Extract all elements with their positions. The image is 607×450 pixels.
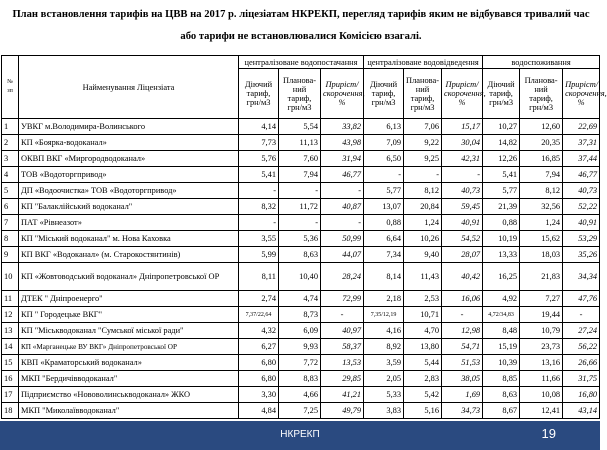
planned-supply-cell: 8,83 xyxy=(279,371,321,387)
current-consumption-cell: 0,88 xyxy=(483,215,520,231)
planned-consumption-cell: 32,56 xyxy=(520,199,563,215)
change-consumption-cell: 37,31 xyxy=(563,135,600,151)
change-drainage-cell: - xyxy=(442,167,483,183)
row-number: 13 xyxy=(2,323,19,339)
footer-bar xyxy=(0,421,600,450)
current-drainage-cell: 3,83 xyxy=(364,403,404,419)
row-number: 2 xyxy=(2,135,19,151)
row-number: 12 xyxy=(2,307,19,323)
change-supply-cell: 44,07 xyxy=(321,247,364,263)
current-drainage-cell: 7,34 xyxy=(364,247,404,263)
current-consumption-cell: 8,67 xyxy=(483,403,520,419)
change-consumption-cell: 40,73 xyxy=(563,183,600,199)
current-consumption-cell: 15,19 xyxy=(483,339,520,355)
row-number: 6 xyxy=(2,199,19,215)
change-drainage-cell: 40,42 xyxy=(442,263,483,291)
tariff-table xyxy=(1,55,607,419)
licensee-name: ТОВ «Водоторгпривод» xyxy=(19,167,239,183)
change-drainage-cell: 15,17 xyxy=(442,119,483,135)
planned-drainage-cell: 2,83 xyxy=(404,371,442,387)
current-supply-cell: - xyxy=(239,183,279,199)
table-row xyxy=(2,263,600,291)
planned-drainage-cell: 10,26 xyxy=(404,231,442,247)
change-drainage-cell: 42,31 xyxy=(442,151,483,167)
licensee-name: МКП "Бердичівводоканал" xyxy=(19,371,239,387)
licensee-name: КВП «Краматорський водоканал» xyxy=(19,355,239,371)
current-consumption-cell: 4,92 xyxy=(483,291,520,307)
current-supply-cell: 7,73 xyxy=(239,135,279,151)
licensee-name: КП ВКГ «Водоканал» (м. Старокостянтинів) xyxy=(19,247,239,263)
table-row xyxy=(2,119,600,135)
current-supply-cell: 3,30 xyxy=(239,387,279,403)
row-number: 4 xyxy=(2,167,19,183)
row-number: 16 xyxy=(2,371,19,387)
planned-supply-cell: - xyxy=(279,183,321,199)
change-supply-cell: - xyxy=(321,215,364,231)
current-consumption-cell: 16,25 xyxy=(483,263,520,291)
header-name: Найменування Ліцензіата xyxy=(19,56,239,119)
current-supply-cell: 6,27 xyxy=(239,339,279,355)
change-consumption-cell: 26,66 xyxy=(563,355,600,371)
change-drainage-cell: 28,07 xyxy=(442,247,483,263)
planned-drainage-cell: 8,12 xyxy=(404,183,442,199)
planned-consumption-cell: 1,24 xyxy=(520,215,563,231)
change-drainage-cell: 34,73 xyxy=(442,403,483,419)
current-drainage-cell: 5,33 xyxy=(364,387,404,403)
title-line-1: План встановлення тарифів на ЦВВ на 2017 р. ліцезіатам НКРЕКП, перегляд тарифів яким не відбувався тривалий час xyxy=(12,9,590,20)
change-consumption-cell: 46,77 xyxy=(563,167,600,183)
planned-consumption-cell: 12,60 xyxy=(520,119,563,135)
planned-supply-cell: 7,25 xyxy=(279,403,321,419)
licensee-name: ДТЕК " Дніпроенерго" xyxy=(19,291,239,307)
change-consumption-cell: 34,34 xyxy=(563,263,600,291)
change-consumption-cell: 52,22 xyxy=(563,199,600,215)
change-supply-cell: 43,98 xyxy=(321,135,364,151)
change-consumption-cell: 56,22 xyxy=(563,339,600,355)
planned-supply-cell: 6,09 xyxy=(279,323,321,339)
planned-supply-cell: 7,72 xyxy=(279,355,321,371)
planned-consumption-cell: 12,41 xyxy=(520,403,563,419)
table-row xyxy=(2,355,600,371)
current-supply-cell: 4,84 xyxy=(239,403,279,419)
current-consumption-cell: 10,39 xyxy=(483,355,520,371)
planned-consumption-cell: 18,03 xyxy=(520,247,563,263)
current-drainage-cell: 0,88 xyxy=(364,215,404,231)
change-consumption-cell: 37,44 xyxy=(563,151,600,167)
current-drainage-cell: 4,16 xyxy=(364,323,404,339)
current-supply-cell: 3,55 xyxy=(239,231,279,247)
planned-consumption-cell: 7,27 xyxy=(520,291,563,307)
change-drainage-cell: 1,69 xyxy=(442,387,483,403)
header-planned-tariff: Планова-ний тариф, грн/м3 xyxy=(404,69,442,119)
change-drainage-cell: 59,45 xyxy=(442,199,483,215)
current-consumption-cell: 10,27 xyxy=(483,119,520,135)
header-change: Приріст/ скорочення, % xyxy=(321,69,364,119)
current-supply-cell: 8,11 xyxy=(239,263,279,291)
change-drainage-cell: 54,71 xyxy=(442,339,483,355)
planned-drainage-cell: 5,44 xyxy=(404,355,442,371)
change-drainage-cell: 40,73 xyxy=(442,183,483,199)
current-drainage-cell: 6,64 xyxy=(364,231,404,247)
change-supply-cell: 72,99 xyxy=(321,291,364,307)
header-current-tariff: Діючий тариф, грн/м3 xyxy=(483,69,520,119)
change-consumption-cell: 31,75 xyxy=(563,371,600,387)
header-planned-tariff: Планова-ний тариф, грн/м3 xyxy=(279,69,321,119)
planned-supply-cell: 11,72 xyxy=(279,199,321,215)
change-consumption-cell: 53,29 xyxy=(563,231,600,247)
licensee-name: КП «Боярка-водоканал» xyxy=(19,135,239,151)
current-consumption-cell: 5,41 xyxy=(483,167,520,183)
change-drainage-cell: - xyxy=(442,307,483,323)
change-drainage-cell: 38,05 xyxy=(442,371,483,387)
current-drainage-cell: 6,50 xyxy=(364,151,404,167)
current-supply-cell: 6,80 xyxy=(239,355,279,371)
current-consumption-cell: 8,63 xyxy=(483,387,520,403)
change-drainage-cell: 12,98 xyxy=(442,323,483,339)
current-consumption-cell: 4,72/34,83 xyxy=(483,307,520,323)
planned-supply-cell: 4,74 xyxy=(279,291,321,307)
planned-supply-cell: 5,54 xyxy=(279,119,321,135)
header-change: Приріст/ скорочення, % xyxy=(563,69,600,119)
planned-consumption-cell: 7,94 xyxy=(520,167,563,183)
licensee-name: ПАТ «Рівнеазот» xyxy=(19,215,239,231)
row-number: 7 xyxy=(2,215,19,231)
planned-supply-cell: 8,63 xyxy=(279,247,321,263)
planned-consumption-cell: 11,66 xyxy=(520,371,563,387)
current-consumption-cell: 13,33 xyxy=(483,247,520,263)
current-supply-cell: - xyxy=(239,215,279,231)
change-supply-cell: 46,77 xyxy=(321,167,364,183)
planned-drainage-cell: 5,16 xyxy=(404,403,442,419)
current-drainage-cell: 2,05 xyxy=(364,371,404,387)
planned-consumption-cell: 20,35 xyxy=(520,135,563,151)
planned-supply-cell: 5,36 xyxy=(279,231,321,247)
licensee-name: КП "Балаклійський водоканал" xyxy=(19,199,239,215)
current-supply-cell: 8,32 xyxy=(239,199,279,215)
change-supply-cell: 33,82 xyxy=(321,119,364,135)
planned-drainage-cell: 5,42 xyxy=(404,387,442,403)
change-consumption-cell: 43,14 xyxy=(563,403,600,419)
row-number: 5 xyxy=(2,183,19,199)
change-consumption-cell: 16,80 xyxy=(563,387,600,403)
change-drainage-cell: 40,91 xyxy=(442,215,483,231)
change-supply-cell: 40,97 xyxy=(321,323,364,339)
header-current-tariff: Діючий тариф, грн/м3 xyxy=(239,69,279,119)
change-supply-cell: 29,85 xyxy=(321,371,364,387)
change-supply-cell: 41,21 xyxy=(321,387,364,403)
table-row xyxy=(2,307,600,323)
change-supply-cell: 58,37 xyxy=(321,339,364,355)
row-number: 15 xyxy=(2,355,19,371)
licensee-name: КП «Марганецьке ВУ ВКГ» Дніпропетровської ОР xyxy=(19,339,239,355)
current-supply-cell: 4,14 xyxy=(239,119,279,135)
change-consumption-cell: 47,76 xyxy=(563,291,600,307)
change-supply-cell: - xyxy=(321,183,364,199)
planned-drainage-cell: 7,06 xyxy=(404,119,442,135)
planned-consumption-cell: 13,16 xyxy=(520,355,563,371)
planned-drainage-cell: 1,24 xyxy=(404,215,442,231)
row-number: 8 xyxy=(2,231,19,247)
licensee-name: УВКГ м.Володимира-Волинського xyxy=(19,119,239,135)
row-number: 18 xyxy=(2,403,19,419)
row-number: 9 xyxy=(2,247,19,263)
planned-drainage-cell: 11,43 xyxy=(404,263,442,291)
row-number: 1 xyxy=(2,119,19,135)
row-number: 3 xyxy=(2,151,19,167)
change-supply-cell: - xyxy=(321,307,364,323)
current-consumption-cell: 12,26 xyxy=(483,151,520,167)
planned-drainage-cell: - xyxy=(404,167,442,183)
planned-consumption-cell: 10,79 xyxy=(520,323,563,339)
table-row xyxy=(2,387,600,403)
page-number: 19 xyxy=(541,426,556,441)
planned-supply-cell: - xyxy=(279,215,321,231)
current-drainage-cell: 2,18 xyxy=(364,291,404,307)
planned-supply-cell: 7,94 xyxy=(279,167,321,183)
planned-drainage-cell: 9,40 xyxy=(404,247,442,263)
planned-consumption-cell: 16,85 xyxy=(520,151,563,167)
licensee-name: ДП «Водоочистка» ТОВ «Водоторгпривод» xyxy=(19,183,239,199)
header-water-drainage: централізоване водовідведення xyxy=(364,56,483,69)
current-consumption-cell: 5,77 xyxy=(483,183,520,199)
current-consumption-cell: 10,19 xyxy=(483,231,520,247)
current-supply-cell: 5,41 xyxy=(239,167,279,183)
planned-supply-cell: 9,93 xyxy=(279,339,321,355)
table-row xyxy=(2,199,600,215)
change-drainage-cell: 54,52 xyxy=(442,231,483,247)
current-supply-cell: 4,32 xyxy=(239,323,279,339)
current-supply-cell: 5,99 xyxy=(239,247,279,263)
change-consumption-cell: 35,26 xyxy=(563,247,600,263)
change-supply-cell: 28,24 xyxy=(321,263,364,291)
table-body xyxy=(2,119,600,419)
slide-title xyxy=(10,4,592,48)
current-supply-cell: 2,74 xyxy=(239,291,279,307)
planned-drainage-cell: 4,70 xyxy=(404,323,442,339)
row-number: 14 xyxy=(2,339,19,355)
table-row xyxy=(2,183,600,199)
current-supply-cell: 6,80 xyxy=(239,371,279,387)
change-drainage-cell: 30,04 xyxy=(442,135,483,151)
row-number: 17 xyxy=(2,387,19,403)
planned-consumption-cell: 15,62 xyxy=(520,231,563,247)
licensee-name: КП "Міськводоканал "Сумської міської ради" xyxy=(19,323,239,339)
change-supply-cell: 31,94 xyxy=(321,151,364,167)
header-water-consumption: водоспоживання xyxy=(483,56,600,69)
planned-supply-cell: 10,40 xyxy=(279,263,321,291)
table-row xyxy=(2,151,600,167)
change-supply-cell: 49,79 xyxy=(321,403,364,419)
change-drainage-cell: 51,53 xyxy=(442,355,483,371)
table-row xyxy=(2,167,600,183)
table-row xyxy=(2,323,600,339)
licensee-name: ОКВП ВКГ «Миргородводоканал» xyxy=(19,151,239,167)
planned-consumption-cell: 10,08 xyxy=(520,387,563,403)
change-drainage-cell: 16,06 xyxy=(442,291,483,307)
change-consumption-cell: 22,69 xyxy=(563,119,600,135)
table-row xyxy=(2,403,600,419)
table-row xyxy=(2,215,600,231)
current-supply-cell: 5,76 xyxy=(239,151,279,167)
header-planned-tariff: Планова-ний тариф, грн/м3 xyxy=(520,69,563,119)
planned-drainage-cell: 20,84 xyxy=(404,199,442,215)
planned-consumption-cell: 19,44 xyxy=(520,307,563,323)
current-drainage-cell: 7,09 xyxy=(364,135,404,151)
table-row xyxy=(2,247,600,263)
planned-consumption-cell: 21,83 xyxy=(520,263,563,291)
planned-consumption-cell: 23,73 xyxy=(520,339,563,355)
current-consumption-cell: 8,48 xyxy=(483,323,520,339)
change-supply-cell: 13,53 xyxy=(321,355,364,371)
planned-drainage-cell: 9,25 xyxy=(404,151,442,167)
planned-consumption-cell: 8,12 xyxy=(520,183,563,199)
footer-org-name: НКРЕКП xyxy=(280,429,320,440)
header-water-supply: централізоване водопостачання xyxy=(239,56,364,69)
planned-supply-cell: 8,73 xyxy=(279,307,321,323)
row-number: 11 xyxy=(2,291,19,307)
table-row xyxy=(2,339,600,355)
header-change: Приріст/ скорочення, % xyxy=(442,69,483,119)
table-row xyxy=(2,371,600,387)
licensee-name: КП "Міський водоканал" м. Нова Каховка xyxy=(19,231,239,247)
planned-supply-cell: 11,13 xyxy=(279,135,321,151)
current-drainage-cell: - xyxy=(364,167,404,183)
current-drainage-cell: 13,07 xyxy=(364,199,404,215)
current-consumption-cell: 8,85 xyxy=(483,371,520,387)
planned-drainage-cell: 13,80 xyxy=(404,339,442,355)
table-row xyxy=(2,291,600,307)
planned-supply-cell: 4,66 xyxy=(279,387,321,403)
table-row xyxy=(2,135,600,151)
current-drainage-cell: 6,13 xyxy=(364,119,404,135)
change-consumption-cell: - xyxy=(563,307,600,323)
current-drainage-cell: 3,59 xyxy=(364,355,404,371)
current-consumption-cell: 14,82 xyxy=(483,135,520,151)
table-row xyxy=(2,231,600,247)
planned-supply-cell: 7,60 xyxy=(279,151,321,167)
licensee-name: МКП "Миколаївводоканал" xyxy=(19,403,239,419)
current-drainage-cell: 5,77 xyxy=(364,183,404,199)
licensee-name: Підприємство «Нововолинськводоканал» ЖКО xyxy=(19,387,239,403)
change-consumption-cell: 40,91 xyxy=(563,215,600,231)
change-supply-cell: 50,99 xyxy=(321,231,364,247)
planned-drainage-cell: 9,22 xyxy=(404,135,442,151)
current-drainage-cell: 8,92 xyxy=(364,339,404,355)
title-line-2: або тарифи не встановлювалися Комісією взагалі. xyxy=(180,31,422,42)
header-current-tariff: Діючий тариф, грн/м3 xyxy=(364,69,404,119)
licensee-name: КП " Городецьке ВКГ" xyxy=(19,307,239,323)
current-supply-cell: 7,37/22,64 xyxy=(239,307,279,323)
header-num: № зп xyxy=(2,56,19,119)
planned-drainage-cell: 10,71 xyxy=(404,307,442,323)
change-supply-cell: 40,87 xyxy=(321,199,364,215)
licensee-name: КП «Жовтоводський водоканал» Дніпропетровської ОР xyxy=(19,263,239,291)
current-drainage-cell: 8,14 xyxy=(364,263,404,291)
planned-drainage-cell: 2,53 xyxy=(404,291,442,307)
row-number: 10 xyxy=(2,263,19,291)
change-consumption-cell: 27,24 xyxy=(563,323,600,339)
current-drainage-cell: 7,35/12,19 xyxy=(364,307,404,323)
current-consumption-cell: 21,39 xyxy=(483,199,520,215)
